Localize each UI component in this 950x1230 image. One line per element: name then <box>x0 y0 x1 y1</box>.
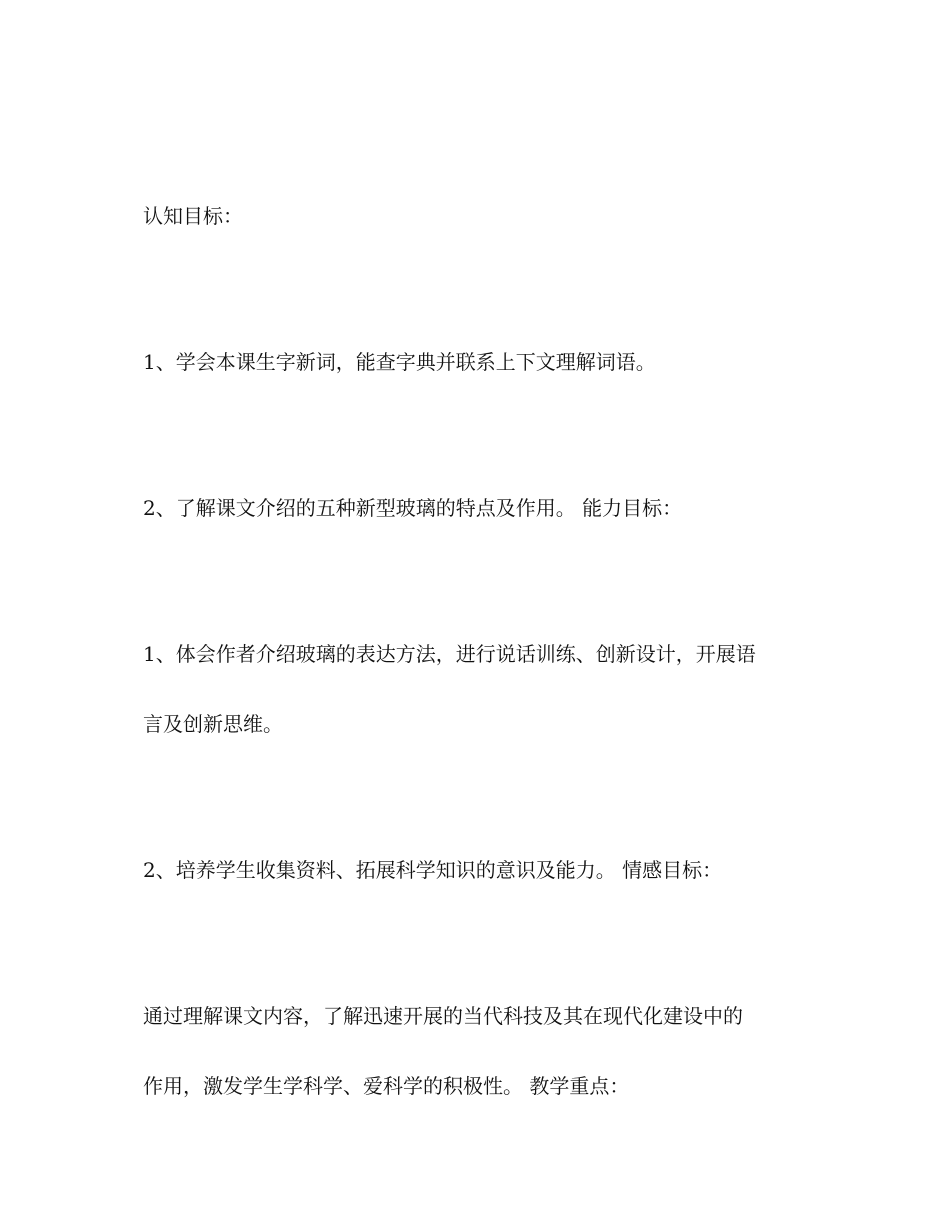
emotion-goal-line-1: 通过理解课文内容，了解迅速开展的当代科技及其在现代化建设中的 <box>143 1004 743 1028</box>
ability-goal-1-line-2: 言及创新思维。 <box>143 712 283 736</box>
cognitive-goal-1: 1、学会本课生字新词，能查字典并联系上下文理解词语。 <box>143 350 656 374</box>
heading-cognitive-goals: 认知目标： <box>143 204 243 228</box>
ability-goal-1-line-1: 1、体会作者介绍玻璃的表达方法，进行说话训练、创新设计，开展语 <box>143 642 756 666</box>
ability-goal-2-and-emotion-heading: 2、培养学生收集资料、拓展科学知识的意识及能力。 情感目标： <box>143 858 723 882</box>
cognitive-goal-2-and-ability-heading: 2、了解课文介绍的五种新型玻璃的特点及作用。 能力目标： <box>143 496 683 520</box>
emotion-goal-line-2: 作用，激发学生学科学、爱科学的积极性。 教学重点： <box>143 1074 630 1098</box>
